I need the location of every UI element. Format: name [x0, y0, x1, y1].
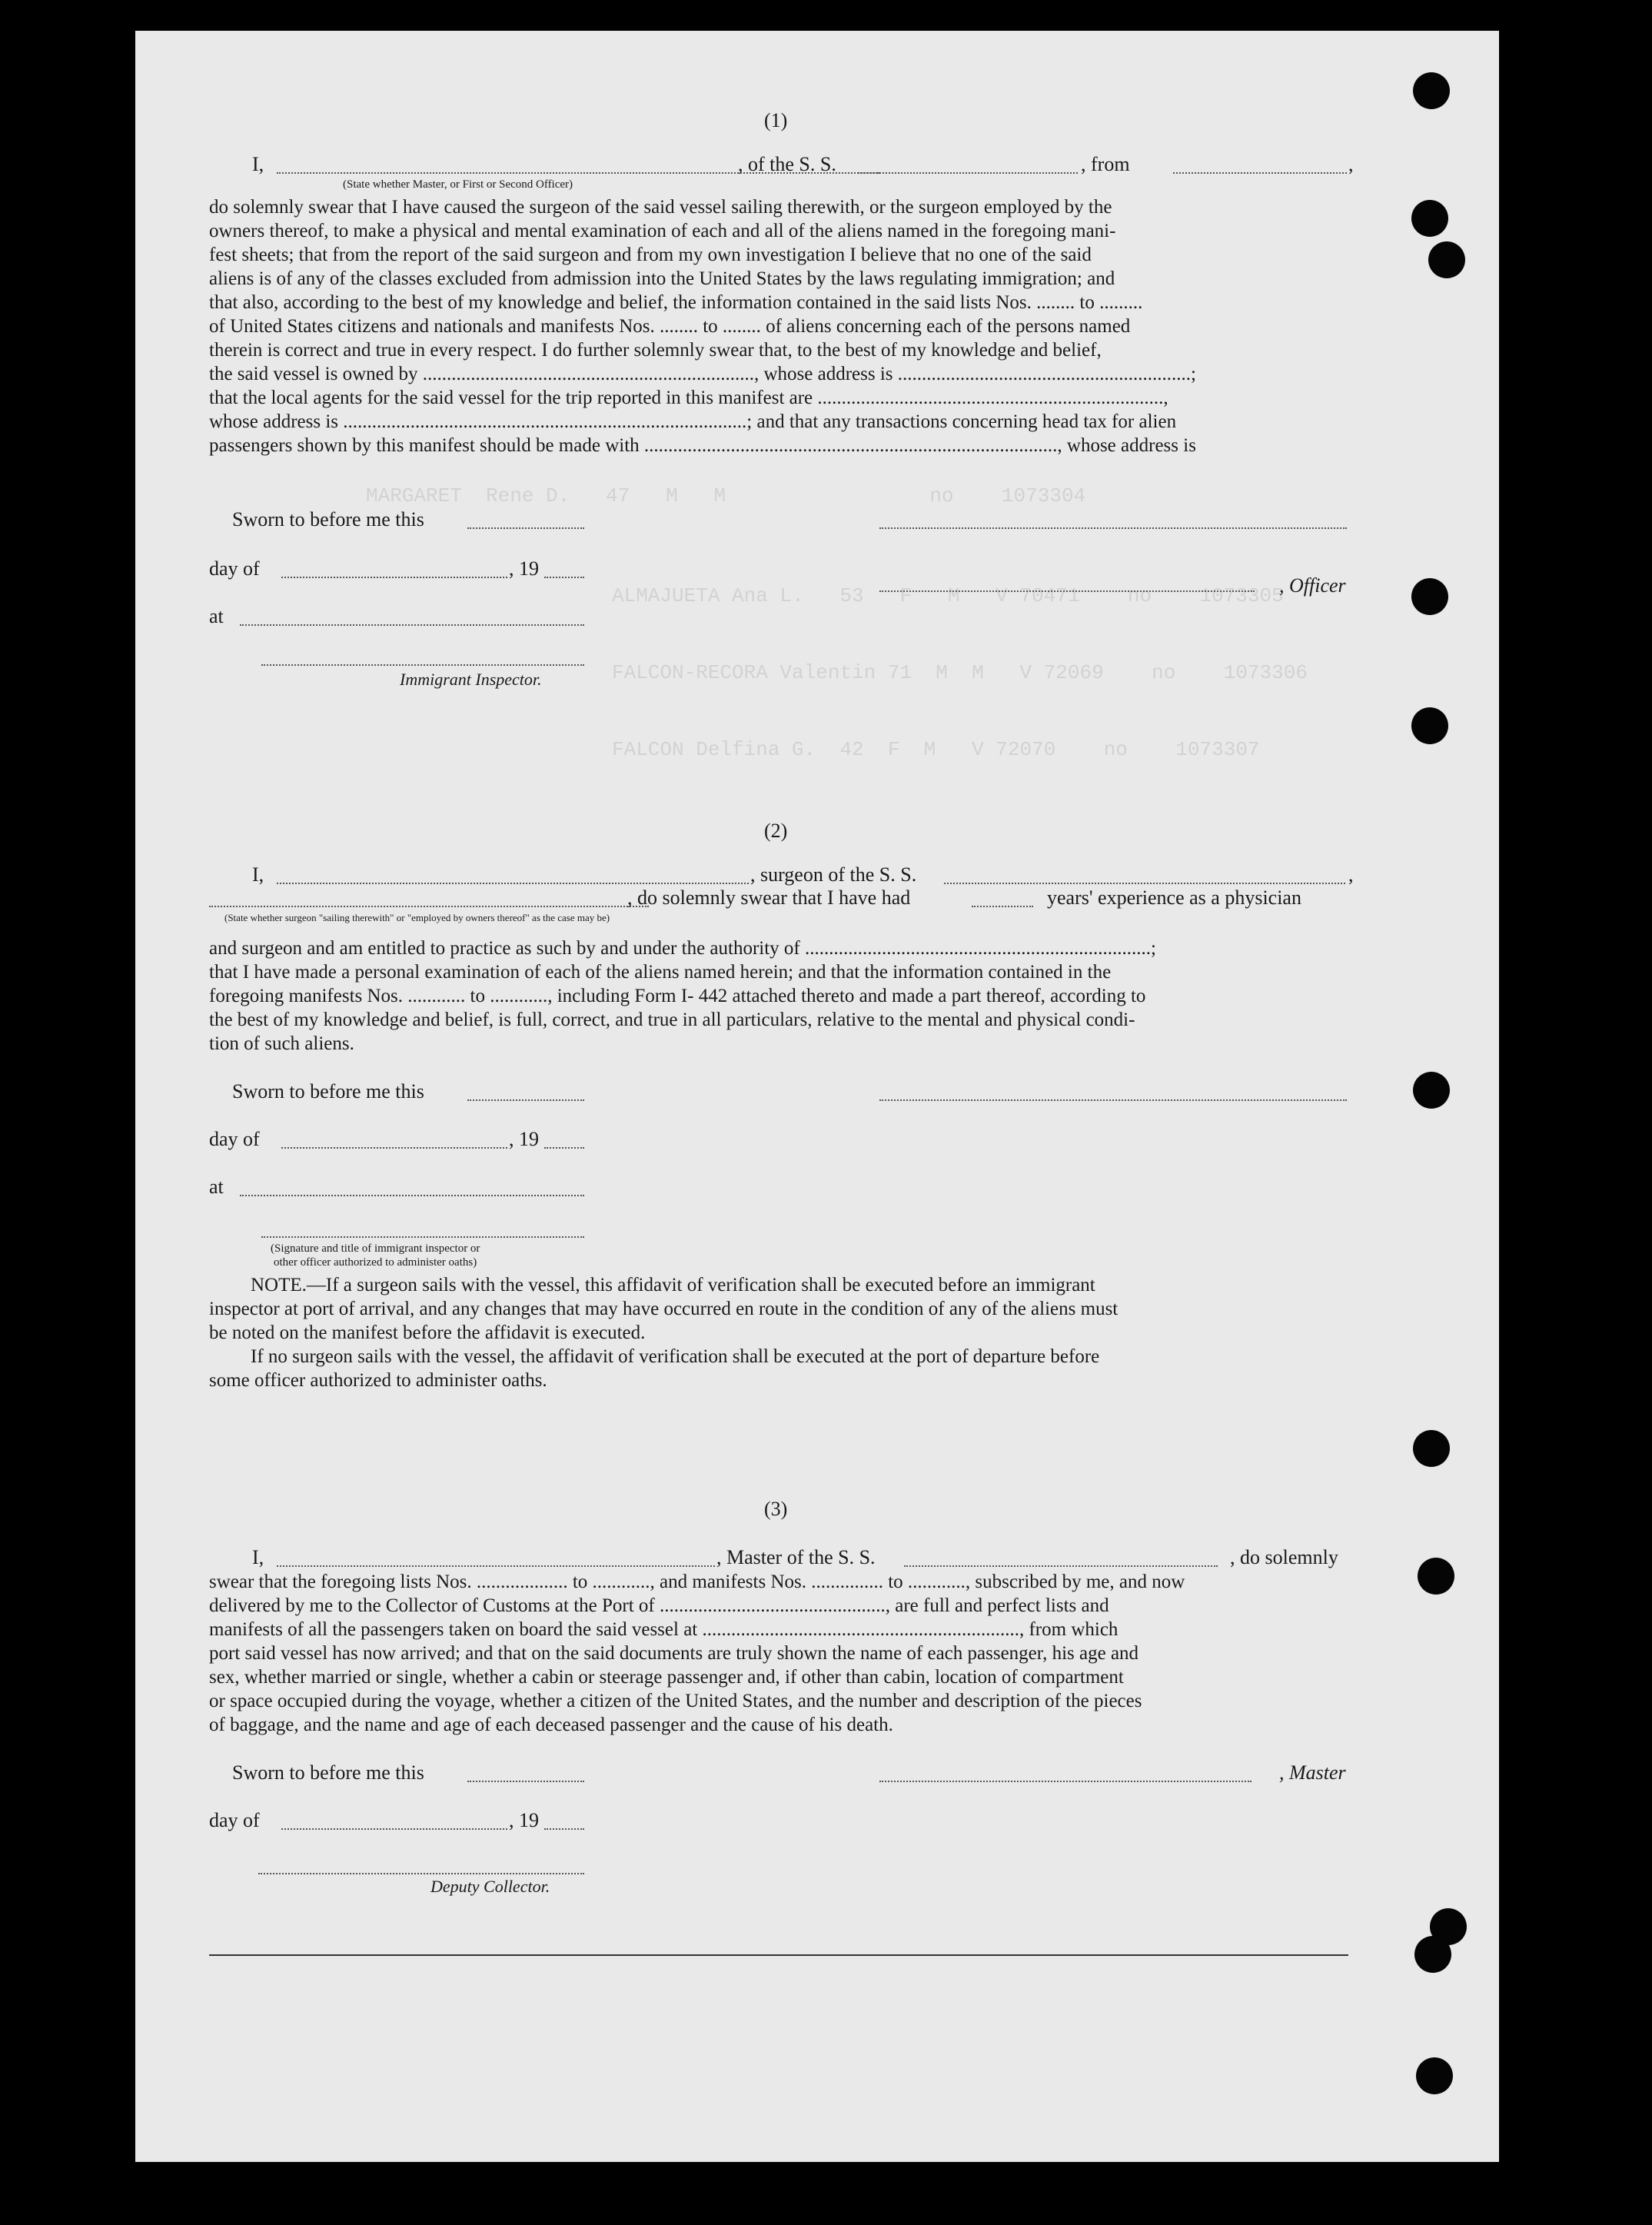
s1-officer-signature-line[interactable]: [879, 527, 1347, 529]
s2-affidavit-text: and surgeon and am entitled to practice as such by and under the authority of ........................................................................; that I have made a personal examination of each of the aliens named herein; and that the information contained in the foregoing manifests Nos. ............ to ............, including Form I- 442 attached thereto and made a part thereof, according to the best of my knowledge and belief, is full, correct, and true in all particulars, relative to the mental and physical condi- tion of such aliens.: [209, 938, 1156, 1054]
punch-hole: [1414, 1936, 1451, 1973]
form-page: [135, 31, 1499, 2162]
s2-sig-note-1: (Signature and title of immigrant inspector or: [271, 1242, 480, 1255]
s2-surgeon-label: , surgeon of the S. S.: [750, 863, 917, 886]
s1-officer-line[interactable]: [879, 590, 1255, 592]
section-3-heading: (3): [764, 1498, 788, 1520]
punch-hole: [1411, 578, 1448, 615]
s2-surgeon-name-field[interactable]: [277, 883, 749, 884]
punch-hole: [1416, 2057, 1453, 2094]
s1-i-label: I,: [252, 153, 264, 175]
punch-hole: [1413, 1072, 1450, 1109]
s2-day-field[interactable]: [281, 1147, 507, 1149]
s3-solemnly-label: , do solemnly: [1230, 1546, 1338, 1568]
s1-sworn-label: Sworn to before me this: [232, 508, 424, 530]
s3-master-title: , Master: [1279, 1761, 1346, 1784]
s3-sworn-label: Sworn to before me this: [232, 1761, 424, 1784]
s2-at-field[interactable]: [240, 1195, 584, 1196]
s2-i-label: I,: [252, 863, 264, 886]
s1-affidavit-text: do solemnly swear that I have caused the surgeon of the said vessel sailing therewith, or the surgeon employed by the owners thereof, to make a physical and mental examination of each and all of the aliens named in the foregoing mani- fest sheets; that from the report of the said surgeon and from my own investigation I believe that no one of the said aliens is of any of the classes excluded from admission into the United States by the laws regulating immigration; and that also, according to the best of my knowledge and belief, the information contained in the said lists Nos. ........ to ......... of United States citizens and nationals and manifests Nos. ........ to ........ of aliens concerning each of the persons named therein is correct and true in every respect. I do further solemnly swear that, to the best of my knowledge and belief, the said vessel is owned by ....................................................................., whose address is .............................................................; that the local agents for the said vessel for the trip reported in this manifest are ........................................................................, whose address is ....................................................................................; and that any transactions concerning head tax for alien passengers shown by this manifest should be made with ......................................................................................, whose address is: [209, 197, 1196, 456]
bleed-through-text: MARGARET Rene D. 47 M M no 1073304: [366, 484, 1086, 507]
s2-year-label: , 19: [509, 1128, 539, 1150]
s3-year-field[interactable]: [544, 1828, 584, 1830]
bottom-rule: [209, 1954, 1348, 1956]
s2-inspector-line[interactable]: [261, 1236, 584, 1238]
s2-note-text: NOTE.—If a surgeon sails with the vessel, this affidavit of verification shall be executed before an immigrant inspector at port of arrival, and any changes that may have occurred en route in the condition of any of the aliens must be noted on the manifest before the affidavit is executed. If no surgeon sails with the vessel, the affidavit of verification shall be executed at the port of departure before some officer authorized to administer oaths.: [209, 1275, 1119, 1391]
s1-year-label: , 19: [509, 557, 539, 580]
s1-officer-note: (State whether Master, or First or Second Officer): [343, 178, 573, 191]
s1-from-field[interactable]: [1173, 172, 1347, 174]
s2-day-of-label: day of: [209, 1128, 260, 1150]
s3-master-signature-line[interactable]: [879, 1781, 1251, 1782]
s1-from-label: , from: [1081, 153, 1130, 175]
s1-at-field[interactable]: [240, 624, 584, 626]
s3-master-name-field[interactable]: [277, 1565, 715, 1567]
s3-master-label: , Master of the S. S.: [716, 1546, 876, 1568]
s1-inspector-label: Immigrant Inspector.: [400, 670, 542, 689]
s2-at-label: at: [209, 1176, 224, 1198]
s2-years-label: years' experience as a physician: [1047, 886, 1301, 909]
s1-at-label: at: [209, 605, 224, 627]
s3-deputy-label: Deputy Collector.: [430, 1877, 550, 1896]
bleed-through-text: ALMAJUETA Ana L. 53 F M V 70471 no 1073305: [612, 584, 1284, 607]
s1-officer-label: , Officer: [1279, 574, 1346, 597]
section-2-heading: (2): [764, 820, 788, 842]
s2-years-field[interactable]: [972, 906, 1033, 907]
s2-status-note: (State whether surgeon "sailing therewith" or "employed by owners thereof" as the case may be): [224, 912, 610, 923]
section-1-heading: (1): [764, 109, 788, 131]
bleed-through-text: FALCON-RECORA Valentin 71 M M V 72069 no 1073306: [612, 661, 1308, 684]
s3-day-field[interactable]: [281, 1828, 507, 1830]
s1-line-end: ,: [1348, 153, 1354, 175]
punch-hole: [1428, 241, 1465, 278]
punch-hole: [1411, 707, 1448, 744]
s2-surgeon-signature-line[interactable]: [879, 1099, 1347, 1101]
s1-day-field[interactable]: [281, 577, 507, 578]
s2-sig-note-2: other officer authorized to administer oaths): [274, 1256, 477, 1269]
s2-year-field[interactable]: [544, 1147, 584, 1149]
s2-vessel-field[interactable]: [944, 883, 1345, 884]
s1-inspector-line[interactable]: [261, 664, 584, 666]
punch-hole: [1413, 1430, 1450, 1467]
punch-hole: [1418, 1558, 1454, 1595]
s1-day-of-label: day of: [209, 557, 260, 580]
s2-sworn-label: Sworn to before me this: [232, 1080, 424, 1103]
s2-status-field[interactable]: [209, 906, 649, 907]
bleed-through-text: FALCON Delfina G. 42 F M V 72070 no 1073307: [612, 738, 1260, 761]
punch-hole: [1411, 200, 1448, 237]
s1-year-field[interactable]: [544, 577, 584, 578]
s2-sworn-field[interactable]: [467, 1099, 584, 1101]
punch-hole: [1413, 72, 1450, 109]
s3-sworn-field[interactable]: [467, 1781, 584, 1782]
s2-swear-label: , do solemnly swear that I have had: [627, 886, 911, 909]
s3-day-of-label: day of: [209, 1809, 260, 1831]
s3-vessel-field[interactable]: [904, 1565, 1218, 1567]
s1-of-ss-label: , of the S. S.: [738, 153, 836, 175]
s1-sworn-field[interactable]: [467, 527, 584, 529]
s1-vessel-field[interactable]: [858, 172, 1078, 174]
s3-year-label: , 19: [509, 1809, 539, 1831]
s2-line-end: ,: [1348, 863, 1354, 886]
s3-i-label: I,: [252, 1546, 264, 1568]
s3-affidavit-text: swear that the foregoing lists Nos. ................... to ............, and manifests Nos. ............... to ............, subscribed by me, and now delivered by me to the Collector of Customs at the Port of ..............................................., are full and perfect lists and manifests of all the passengers taken on board the said vessel at .................................................................., from which port said vessel has now arrived; and that on the said documents are truly shown the name of each passenger, his age and sex, whether married or single, whether a cabin or steerage passenger and, if other than cabin, location of compartment or space occupied during the voyage, whether a citizen of the United States, and the number and description of the pieces of baggage, and the name and age of each deceased passenger and the cause of his death.: [209, 1571, 1185, 1735]
